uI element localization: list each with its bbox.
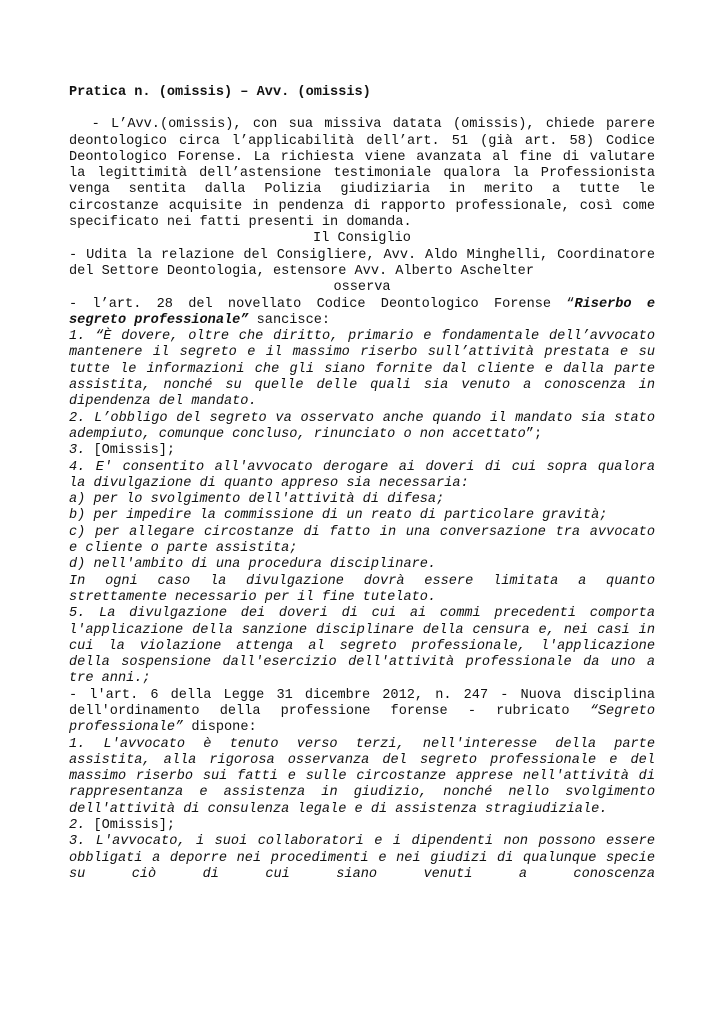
- art28-comma-4-closing: In ogni caso la divulgazione dovrà essere limitata a quanto strettamente necessario per il fine tutelato.: [69, 573, 655, 605]
- art6-comma-2: [69, 818, 655, 834]
- art28-intro-end: sancisce:: [248, 312, 331, 328]
- art28-comma-4-a: a) per lo svolgimento dell'attività di difesa;: [69, 492, 445, 508]
- art28-comma-1: 1. “È dovere, oltre che diritto, primario e fondamentale dell’avvocato mantenere il segreto e il massimo riserbo sull’attività prestata e su tutte le informazioni che gli siano fornite dal cliente e dalla parte assistita, nonché su quelle delle quali sia venuto a conoscenza in dipendenza del mandato.: [69, 329, 655, 410]
- art6-intro-end: dispone:: [183, 720, 257, 736]
- art28-intro: [69, 297, 655, 330]
- intro-paragraph: - L’Avv.(omissis), con sua missiva datata (omissis), chiede parere deontologico circa l’applicabilità dell’art. 51 (già art. 58) Codice Deontologico Forense. La richiesta viene avanzata al fine di valutare la legittimità dell’astensione testimoniale qualora la Professionista venga sentita dalla Polizia giudiziaria in merito a tutte le circostanze acquisite in pendenza di rapporto professionale, così come specificato nei fatti presenti in domanda.: [69, 117, 664, 231]
- art28-comma-4-b: b) per impedire la commissione di un reato di particolare gravità;: [69, 508, 608, 524]
- udita-paragraph: - Udita la relazione del Consigliere, Avv. Aldo Minghelli, Coordinatore del Settore Deontologia, estensore Avv. Alberto Aschelter: [69, 247, 655, 279]
- art6-intro: [69, 688, 655, 737]
- art28-comma-4-c: c) per allegare circostanze di fatto in una conversazione tra avvocato e cliente o parte assistita;: [69, 524, 655, 557]
- art28-comma-2-end: ”;: [525, 426, 543, 442]
- art28-comma-3-text: [Omissis];: [85, 443, 176, 459]
- consiglio-heading: Il Consiglio: [313, 231, 411, 247]
- art28-comma-4: 4. E' consentito all'avvocato derogare ai doveri di cui sopra qualora la divulgazione di quanto appreso sia necessaria:: [69, 459, 655, 491]
- art6-intro-text: - l'art. 6 della Legge 31 dicembre 2012, n. 247 - Nuova disciplina dell'ordinamento della professione forense - rubricato: [69, 687, 655, 719]
- osserva-heading: osserva: [333, 280, 391, 296]
- art28-comma-3: [69, 443, 655, 459]
- art6-comma-2-text: [Omissis];: [85, 818, 176, 834]
- art28-rubric: Riserbo e segreto professionale”: [69, 296, 656, 328]
- art28-comma-2-text: 2. L’obbligo del segreto va osservato anche quando il mandato sia stato adempiuto, comunque concluso, rinunciato o non accettato: [69, 410, 655, 442]
- art28-intro-text: - l’art. 28 del novellato Codice Deontologico Forense “: [69, 296, 575, 312]
- art28-comma-2: [69, 411, 655, 444]
- art6-comma-2-number: 2.: [69, 818, 86, 834]
- document-title: Pratica n. (omissis) – Avv. (omissis): [69, 85, 371, 100]
- art6-comma-1: 1. L'avvocato è tenuto verso terzi, nell'interesse della parte assistita, alla rigorosa osservanza del segreto professionale e del massimo riserbo sui fatti e sulle circostanze apprese nell'attività di rappresentanza e assistenza in giudizio, nonché nello svolgimento dell'attività di consulenza legale e di assistenza stragiudiziale.: [69, 736, 655, 817]
- art28-comma-4-d: d) nell'ambito di una procedura disciplinare.: [69, 557, 437, 573]
- art6-comma-3: 3. L'avvocato, i suoi collaboratori e i dipendenti non possono essere obbligati a deporre nei procedimenti e nei giudizi di qualunque specie su ciò di cui siano venuti a conoscenza: [69, 834, 655, 882]
- art28-comma-5: 5. La divulgazione dei doveri di cui ai commi precedenti comporta l'applicazione della sanzione disciplinare della censura e, nei casi in cui la violazione attenga al segreto professionale, l'applicazione della sospensione dall'esercizio dell'attività professionale da uno a tre anni.;: [69, 606, 655, 687]
- art6-rubric: “Segreto professionale”: [69, 703, 655, 736]
- art28-comma-3-number: 3.: [69, 443, 86, 459]
- document-page: [69, 85, 664, 883]
